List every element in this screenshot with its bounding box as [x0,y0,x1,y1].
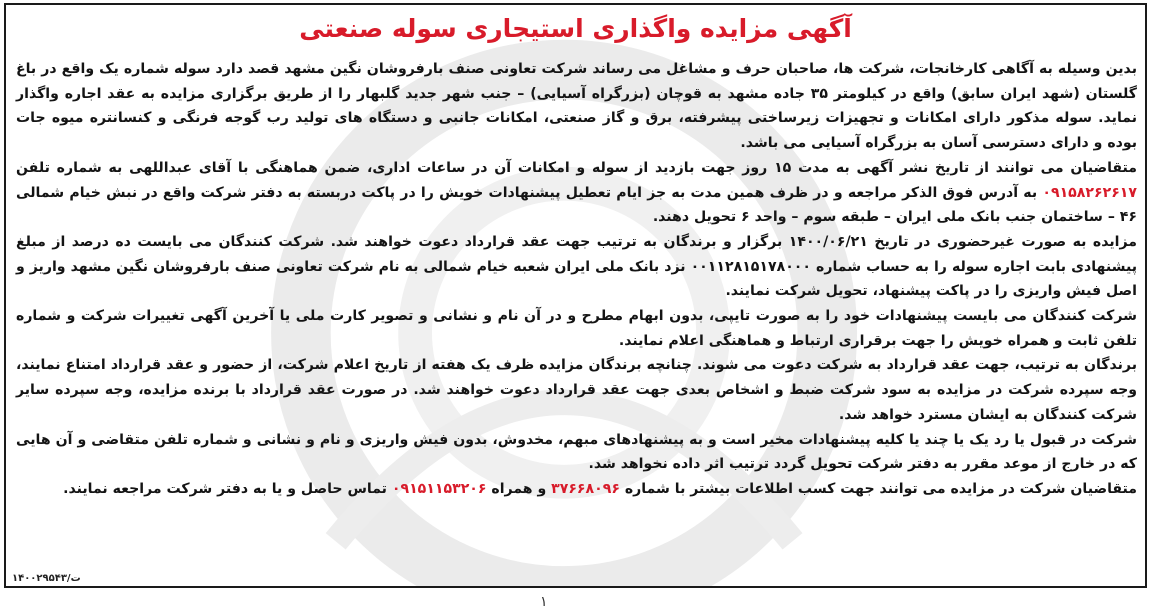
paragraph-rights: شرکت در قبول یا رد یک یا چند یا کلیه پیشنهادات مخیر است و به پیشنهادهای مبهم، مخدوش، بدون فیش واریزی و نام و نشانی و شماره تلفن متقاضی و آن هایی که در خارج از موعد مقرر به دفتر شرکت تحویل گردد ترتیب اثر داده نخواهد شد. [16,431,1137,473]
contact-text-end: تماس حاصل و یا به دفتر شرکت مراجعه نمایند. [63,480,392,497]
reference-code: ۱۴۰۰۲۹۵۴۳/ت [12,573,81,584]
paragraph-winners: برندگان به ترتیب، جهت عقد قرارداد به شرکت دعوت می شوند. چنانچه برندگان مزایده ظرف یک هفته از تاریخ اعلام شرکت، از حضور و عقد قرارداد امتناع نمایند، وجه سپرده شرکت در مزایده به سود شرکت ضبط و اشخاص بعدی جهت عقد قرارداد دعوت خواهند شد. در صورت عقد قرارداد با برنده مزایده، وجه سپرده سایر شرکت کنندگان به ایشان مسترد خواهد شد. [16,357,1137,423]
paragraph-contact [16,477,1137,502]
paragraph-visit [16,156,1137,230]
notice-body [16,57,1137,502]
office-phone: ۳۷۶۶۸۰۹۶ [551,480,620,497]
contact-text-start: متقاضیان شرکت در مزایده می توانند جهت کسب اطلاعات بیشتر با شماره [619,480,1137,497]
paragraph-proposals: شرکت کنندگان می بایست پیشنهادات خود را به صورت تایپی، بدون ابهام مطرح و در آن نام و نشانی و تصویر کارت ملی یا آخرین آگهی تغییرات شرکت و شماره تلفن ثابت و همراه خویش را جهت برقراری ارتباط و هماهنگی اعلام نمایند. [16,308,1137,349]
notice-title: آگهی مزایده واگذاری استیجاری سوله صنعتی [299,14,852,43]
contact-text-mid: و همراه [486,480,552,497]
page-marker: ۱ [540,594,548,610]
paragraph-auction-date: مزایده به صورت غیرحضوری در تاریخ ۱۴۰۰/۰۶/۲۱ برگزار و برندگان به ترتیب جهت عقد قرارداد دعوت خواهند شد. شرکت کنندگان می بایست ده درصد از مبلغ پیشنهادی بابت اجاره سوله را به حساب شماره ۰۰۱۱۲۸۱۵۱۷۸۰۰۰ نزد بانک ملی ایران شعبه خیام شمالی به نام شرکت تعاونی صنف بارفروشان نگین مشهد واریز و اصل فیش واریزی را در پاکت پیشنهاد، تحویل شرکت نمایند. [16,233,1137,300]
paragraph-intro: بدین وسیله به آگاهی کارخانجات، شرکت ها، صاحبان حرف و مشاغل می رساند شرکت تعاونی صنف بارفروشان نگین مشهد قصد دارد سوله شماره یک واقع در باغ گلستان (شهد ایران سابق) واقع در کیلومتر ۳۵ جاده مشهد به قوچان (بزرگراه آسیایی) – جنب شهر جدید گلبهار را از طریق برگزاری مزایده به عقد اجاره واگذار نماید. سوله مذکور دارای امکانات و تجهیزات زیرساختی پیشرفته، برق و گاز صنعتی، امکانات جانبی و دستگاه های تولید رب گوجه فرنگی و کنسانتره میوه جات بوده و دارای دسترسی آسان به بزرگراه آسیایی می باشد. [16,61,1137,152]
notice-frame [4,3,1147,588]
visit-text-start: متقاضیان می توانند از تاریخ نشر آگهی به مدت ۱۵ روز جهت بازدید از سوله و امکانات آن در ساعات اداری، ضمن هماهنگی با آقای عبداللهی به شماره تلفن [16,159,1137,176]
mobile-phone: ۰۹۱۵۱۱۵۳۲۰۶ [391,480,487,497]
visit-text-end: به آدرس فوق الذکر مراجعه و در ظرف همین مدت به جز ایام تعطیل پیشنهادات خویش را در پاکت دربسته به دفتر شرکت واقع در نبش خیام شمالی ۴۶ – ساختمان جنب بانک ملی ایران – طبقه سوم – واحد ۶ تحویل دهند. [16,184,1137,226]
contact-phone: ۰۹۱۵۸۲۶۲۶۱۷ [1042,184,1137,201]
